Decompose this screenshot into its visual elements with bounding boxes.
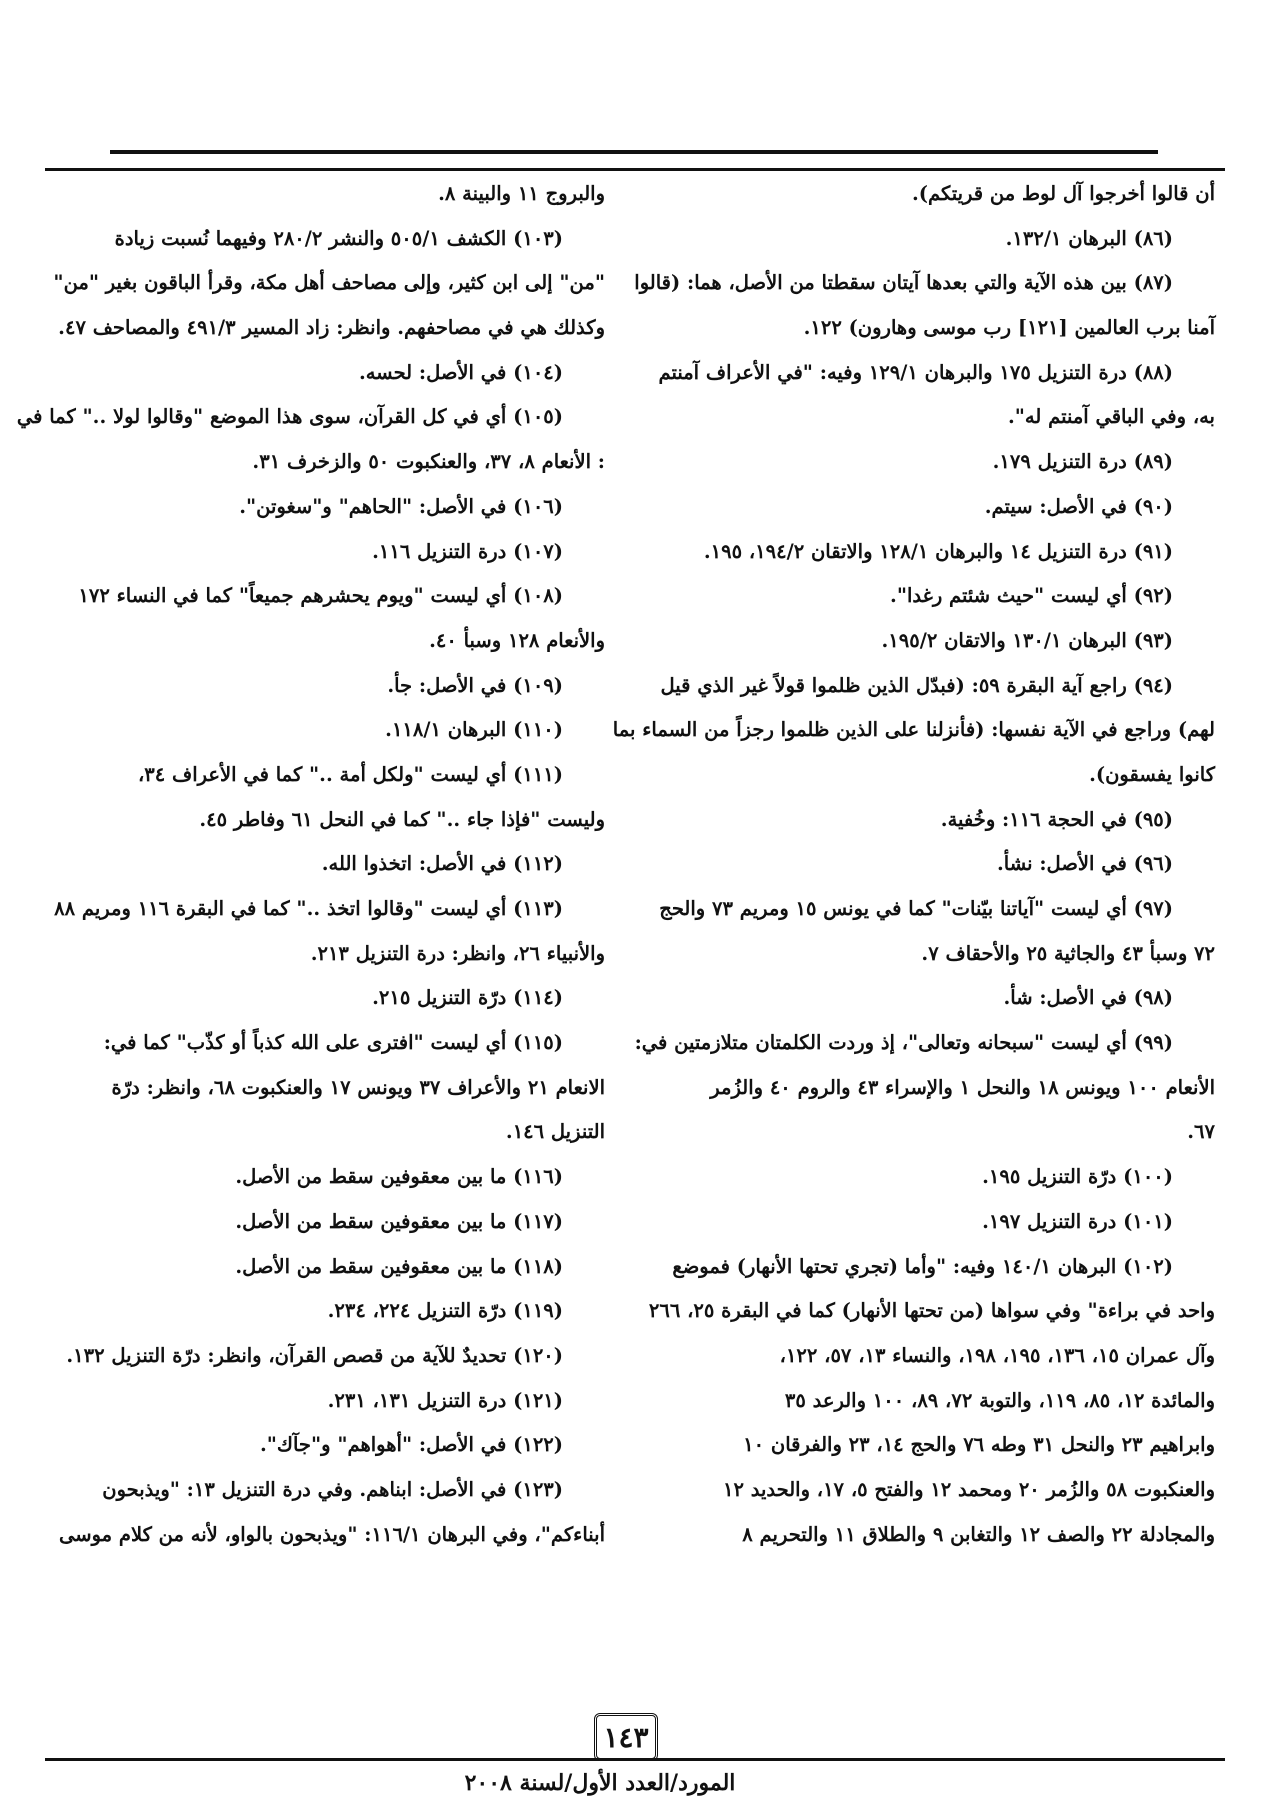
- footnote-line: وابراهيم ٢٣ والنحل ٣١ وطه ٧٦ والحج ١٤، ٢٣ والفرقان ١٠: [743, 1433, 1215, 1457]
- footnote-line: (١١٤) درّة التنزيل ٢١٥.: [372, 986, 563, 1010]
- footnote-line: آمنا برب العالمين [١٢١] رب موسى وهارون) ١٢٢.: [803, 316, 1215, 340]
- footnote-line: (١٢٢) في الأصل: "أهواهم" و"جآك".: [259, 1433, 563, 1457]
- footnote-line: (١٢٠) تحديدٌ للآية من قصص القرآن، وانظر: درّة التنزيل ١٣٢.: [66, 1343, 563, 1367]
- footnote-line: (١٠٥) أي في كل القرآن، سوى هذا الموضع "وقالوا لولا .." كما في: [16, 405, 563, 429]
- footnote-line: والبروج ١١ والبينة ٨.: [438, 182, 605, 205]
- footnote-line: (١١٥) أي ليست "افترى على الله كذباً أو كذّب" كما في:: [103, 1031, 563, 1055]
- footnote-line: (٩٠) في الأصل: سيتم.: [984, 494, 1173, 518]
- footnote-line: (١٠٦) في الأصل: "الحاهم" و"سغوتن".: [239, 494, 563, 518]
- footnote-line: (٨٩) درة التنزيل ١٧٩.: [992, 450, 1173, 474]
- footnote-line: وآل عمران ١٥، ١٣٦، ١٩٥، ١٩٨، والنساء ١٣، ٥٧، ١٢٢،: [779, 1343, 1215, 1367]
- footnote-line: (٩٣) البرهان ١٣٠/١ والاتقان ١٩٥/٢.: [881, 628, 1173, 652]
- bottom-rule: [45, 1758, 1225, 1761]
- footnote-line: (١٠٠) درّة التنزيل ١٩٥.: [982, 1165, 1173, 1189]
- footnote-line: : الأنعام ٨، ٣٧، والعنكبوت ٥٠ والزخرف ٣١.: [252, 450, 605, 474]
- footnote-line: (١٠٢) البرهان ١٤٠/١ وفيه: "وأما (تجري تحتها الأنهار) فموضع: [672, 1254, 1173, 1278]
- footnote-line: (١٢٣) في الأصل: ابناهم. وفي درة التنزيل ١٣: "ويذبحون: [102, 1477, 563, 1501]
- footnote-line: (١٠٩) في الأصل: جأ.: [387, 673, 563, 697]
- footnote-line: (٩٨) في الأصل: شأ.: [1003, 986, 1173, 1010]
- footnote-line: والأنبياء ٢٦، وانظر: درة التنزيل ٢١٣.: [310, 941, 605, 965]
- footnote-line: كانوا يفسقون).: [1089, 762, 1215, 786]
- footnote-line: (١١٧) ما بين معقوفين سقط من الأصل.: [235, 1209, 563, 1233]
- footnotes-left-column: [16, 172, 605, 1557]
- footnote-line: (٨٦) البرهان ١٣٢/١.: [1005, 226, 1173, 250]
- footnote-line: (٩١) درة التنزيل ١٤ والبرهان ١٢٨/١ والاتقان ١٩٤/٢، ١٩٥.: [703, 539, 1173, 563]
- footnote-line: ٦٧.: [1187, 1120, 1215, 1144]
- footnote-line: (٨٧) بين هذه الآية والتي بعدها آيتان سقطتا من الأصل، هما: (قالوا: [634, 271, 1173, 295]
- footnote-line: (١١٩) درّة التنزيل ٢٢٤، ٢٣٤.: [327, 1299, 563, 1323]
- footnote-line: ٧٢ وسبأ ٤٣ والجاثية ٢٥ والأحقاف ٧.: [921, 941, 1215, 965]
- footnote-line: والعنكبوت ٥٨ والزُمر ٢٠ ومحمد ١٢ والفتح ٥، ١٧، والحديد ١٢: [722, 1477, 1215, 1501]
- footnote-line: (١١٣) أي ليست "وقالوا اتخذ .." كما في البقرة ١١٦ ومريم ٨٨: [54, 897, 563, 920]
- footnote-line: (١٢١) درة التنزيل ١٣١، ٢٣١.: [327, 1388, 563, 1412]
- footnote-line: (١١٨) ما بين معقوفين سقط من الأصل.: [235, 1254, 563, 1278]
- footnote-line: أن قالوا أخرجوا آل لوط من قريتكم).: [911, 182, 1215, 205]
- footnote-line: (٩٢) أي ليست "حيث شئتم رغدا".: [890, 584, 1173, 608]
- top-rule-secondary: [45, 168, 1225, 171]
- journal-footer: المورد/العدد الأول/لسنة ٢٠٠٨: [464, 1770, 736, 1796]
- footnote-line: (٩٩) أي ليست "سبحانه وتعالى"، إذ وردت الكلمتان متلازمتين في:: [634, 1031, 1173, 1055]
- footnote-line: (١١٦) ما بين معقوفين سقط من الأصل.: [235, 1165, 563, 1189]
- top-rule: [110, 150, 1158, 154]
- footnote-line: (٩٧) أي ليست "آياتنا بيّنات" كما في يونس ١٥ ومريم ٧٣ والحج: [659, 897, 1173, 920]
- footnote-line: والمجادلة ٢٢ والصف ١٢ والتغابن ٩ والطلاق ١١ والتحريم ٨: [742, 1522, 1215, 1546]
- footnotes-right-column: [612, 172, 1215, 1557]
- footnote-line: واحد في براءة" وفي سواها (من تحتها الأنهار) كما في البقرة ٢٥، ٢٦٦: [648, 1299, 1215, 1323]
- footnote-line: (٩٥) في الحجة ١١٦: وخُفية.: [940, 807, 1173, 831]
- footnote-line: (١٠٣) الكشف ٥٠٥/١ والنشر ٢٨٠/٢ وفيهما نُسبت زيادة: [114, 226, 563, 250]
- footnote-line: (٩٤) راجع آية البقرة ٥٩: (فبدّل الذين ظلموا قولاً غير الذي قيل: [660, 673, 1173, 697]
- footnote-line: لهم) وراجع في الآية نفسها: (فأنزلنا على الذين ظلموا رجزاً من السماء بما: [612, 718, 1215, 742]
- footnote-line: (١٠٨) أي ليست "ويوم يحشرهم جميعاً" كما في النساء ١٧٢: [78, 584, 563, 608]
- page-number: ١٤٣: [594, 1713, 658, 1761]
- footnote-line: التنزيل ١٤٦.: [505, 1120, 605, 1144]
- footnote-line: به، وفي الباقي آمنتم له".: [1007, 405, 1215, 429]
- footnote-line: (١١٢) في الأصل: اتخذوا الله.: [321, 852, 563, 876]
- footnote-line: والأنعام ١٢٨ وسبأ ٤٠.: [429, 628, 605, 652]
- footnote-line: الانعام ٢١ والأعراف ٣٧ ويونس ١٧ والعنكبوت ٦٨، وانظر: درّة: [111, 1075, 605, 1099]
- footnote-line: (٨٨) درة التنزيل ١٧٥ والبرهان ١٢٩/١ وفيه: "في الأعراف آمنتم: [658, 360, 1173, 384]
- footnote-line: أبناءكم"، وفي البرهان ١١٦/١: "ويذبحون بالواو، لأنه من كلام موسى: [59, 1522, 605, 1546]
- footnote-line: وليست "فإذا جاء .." كما في النحل ٦١ وفاطر ٤٥.: [199, 807, 605, 831]
- footnote-line: والمائدة ١٢، ٨٥، ١١٩، والتوبة ٧٢، ٨٩، ١٠٠ والرعد ٣٥: [784, 1388, 1215, 1412]
- footnote-line: (٩٦) في الأصل: نشأ.: [997, 852, 1173, 876]
- footnote-line: (١١١) أي ليست "ولكل أمة .." كما في الأعراف ٣٤،: [137, 762, 563, 786]
- footnote-line: الأنعام ١٠٠ ويونس ١٨ والنحل ١ والإسراء ٤٣ والروم ٤٠ والزُمر: [710, 1075, 1215, 1099]
- footnote-line: (١٠١) درة التنزيل ١٩٧.: [982, 1209, 1173, 1233]
- footnote-line: "من" إلى ابن كثير، وإلى مصاحف أهل مكة، وقرأ الباقون بغير "من": [53, 271, 605, 295]
- footnote-line: وكذلك هي في مصاحفهم. وانظر: زاد المسير ٤٩١/٣ والمصاحف ٤٧.: [58, 316, 605, 340]
- footnote-line: (١٠٤) في الأصل: لحسه.: [358, 360, 563, 384]
- footnote-line: (١١٠) البرهان ١١٨/١.: [385, 718, 563, 742]
- footnote-line: (١٠٧) درة التنزيل ١١٦.: [372, 539, 563, 563]
